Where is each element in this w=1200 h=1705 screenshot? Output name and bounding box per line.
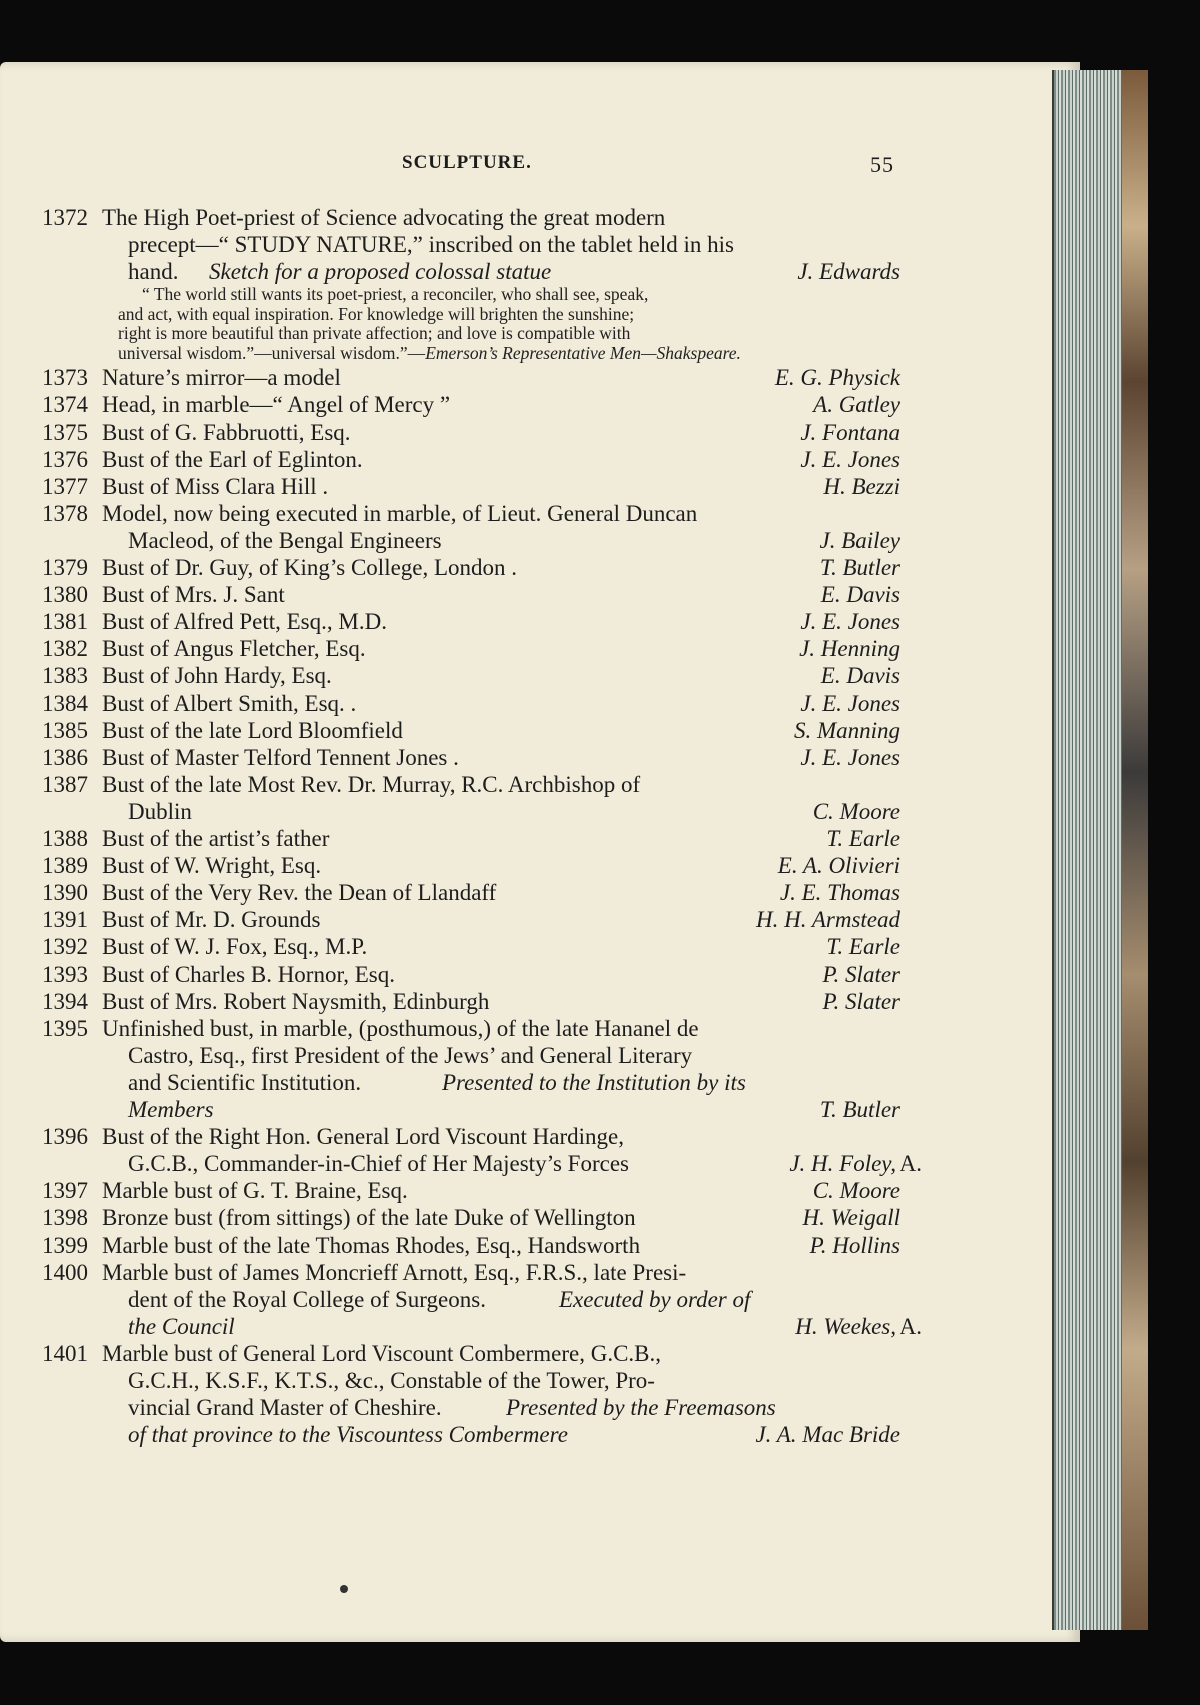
entry-text: Bust of the Earl of Eglinton.: [102, 446, 363, 472]
artist-name: J. E. Jones: [800, 609, 900, 635]
entry-number: 1373: [42, 365, 88, 391]
entry-number: 1377: [42, 473, 88, 499]
entry-line: [0, 555, 1000, 583]
entry-text: Bust of the late Most Rev. Dr. Murray, R.C. Archbishop of: [102, 771, 641, 797]
entry-line: [0, 799, 1000, 827]
entry-text: Bust of Master Telford Tennent Jones .: [102, 744, 459, 770]
entry-number: 1372: [42, 205, 88, 230]
entry-note: Sketch for a proposed colossal statue: [209, 259, 552, 285]
entry-line: [0, 1395, 1000, 1423]
entry-line: [0, 1043, 1000, 1071]
ink-dot: [340, 1585, 348, 1593]
entry-number: 1385: [42, 717, 88, 743]
artist-name: C. Moore: [812, 1178, 900, 1204]
quote-line: right is more beautiful than private affection; and love is compatible with: [118, 323, 631, 344]
entry-text: Marble bust of G. T. Braine, Esq.: [102, 1178, 408, 1204]
entry-number: 1383: [42, 663, 88, 689]
artist-name: C. Moore: [812, 798, 900, 824]
artist-name: J. H. Foley,: [789, 1151, 896, 1177]
entry-number: 1392: [42, 934, 88, 960]
artist-name: T. Butler: [819, 1097, 900, 1122]
entry-line: [0, 501, 1000, 529]
entry-text: Dublin: [128, 798, 192, 824]
marbled-edge: [1122, 70, 1148, 1630]
artist-name: J. A. Mac Bride: [755, 1422, 900, 1448]
entry-text: Bust of the Very Rev. the Dean of Llandaff: [102, 880, 497, 906]
entry-line: [0, 691, 1000, 719]
entry-number: 1375: [42, 419, 88, 445]
entry-note: Executed by order of: [559, 1286, 751, 1312]
entry-text: Unfinished bust, in marble, (posthumous,) of the late Hananel de: [102, 1015, 699, 1041]
entry-line: [0, 528, 1000, 556]
entry-number: 1398: [42, 1205, 88, 1231]
page-number: 55: [870, 152, 894, 177]
entry-text: vincial Grand Master of Cheshire.: [128, 1395, 442, 1421]
entry-line: [0, 1151, 1000, 1179]
artist-name: J. Edwards: [797, 259, 900, 285]
entry-text: Bust of the artist’s father: [102, 826, 330, 851]
entry-line: [0, 1205, 1000, 1233]
entry-text: Bust of W. Wright, Esq.: [102, 853, 322, 879]
entry-text: and Scientific Institution.: [128, 1069, 362, 1095]
quote-line: universal wisdom.”—universal wisdom.”—Emerson’s Representative Men—Shakspeare.: [118, 342, 741, 363]
entry-text: Bust of Dr. Guy, of King’s College, London .: [102, 555, 518, 580]
artist-name: P. Slater: [822, 988, 900, 1014]
entry-number: 1394: [42, 988, 88, 1014]
entry-line: [0, 745, 1000, 773]
artist-name: E. Davis: [820, 663, 900, 689]
entry-number: 1374: [42, 392, 88, 418]
entry-number: 1380: [42, 582, 88, 608]
entry-line: [0, 609, 1000, 637]
entry-line: [0, 474, 1000, 502]
artist-name: A. Gatley: [813, 392, 900, 418]
entry-note: Presented to the Institution by its: [442, 1069, 746, 1095]
entry-line: [0, 636, 1000, 664]
entry-line: [0, 1368, 1000, 1396]
entry-line: [0, 420, 1000, 448]
entry-number: 1399: [42, 1232, 88, 1258]
entry-line: [0, 232, 1000, 260]
artist-suffix: A.: [899, 1151, 922, 1177]
artist-name: J. E. Thomas: [779, 880, 900, 906]
entry-text: hand.: [128, 259, 179, 285]
entry-text: G.C.H., K.S.F., K.T.S., &c., Constable of the Tower, Pro-: [128, 1368, 655, 1393]
entry-text: Bust of the Right Hon. General Lord Viscount Hardinge,: [102, 1124, 624, 1150]
entry-number: 1389: [42, 853, 88, 879]
quote-source: Emerson’s Representative Men—Shakspeare.: [425, 342, 741, 363]
entry-text: Bust of the late Lord Bloomfield: [102, 717, 403, 743]
artist-suffix: A.: [899, 1313, 922, 1339]
entry-number: 1396: [42, 1124, 88, 1150]
entry-number: 1376: [42, 446, 88, 472]
entry-number: 1378: [42, 500, 88, 526]
entry-line: [0, 1287, 1000, 1315]
entry-text: Bust of Albert Smith, Esq. .: [102, 690, 357, 716]
entry-line: [0, 663, 1000, 691]
entry-text: Marble bust of the late Thomas Rhodes, Esq., Handsworth: [102, 1232, 641, 1258]
entry-text: Head, in marble—“ Angel of Mercy ”: [102, 392, 451, 418]
entry-line: [0, 259, 1000, 287]
quote-line: “ The world still wants its poet-priest, a reconciler, who shall see, speak,: [142, 284, 649, 305]
artist-name: E. A. Olivieri: [777, 853, 900, 879]
entry-text: Marble bust of James Moncrieff Arnott, Esq., F.R.S., late Presi-: [102, 1259, 687, 1285]
entry-text: Bust of G. Fabbruotti, Esq.: [102, 419, 351, 445]
entry-text: precept—“ STUDY NATURE,” inscribed on the tablet held in his: [128, 232, 734, 258]
entry-text: Bust of Alfred Pett, Esq., M.D.: [102, 609, 387, 635]
entry-number: 1401: [42, 1340, 88, 1366]
artist-name: S. Manning: [793, 717, 900, 743]
entry-text: Nature’s mirror—a model: [102, 365, 341, 391]
entry-text: Bronze bust (from sittings) of the late Duke of Wellington: [102, 1205, 636, 1231]
artist-name: H. Weekes,: [795, 1313, 896, 1339]
entry-line: [0, 1070, 1000, 1098]
artist-name: P. Hollins: [809, 1232, 900, 1258]
artist-name: J. Henning: [799, 636, 900, 662]
entry-line: [0, 880, 1000, 908]
entry-number: 1390: [42, 880, 88, 906]
entry-line: [0, 582, 1000, 610]
entry-number: 1387: [42, 771, 88, 797]
entry-line: [0, 1097, 1000, 1125]
entry-number: 1379: [42, 555, 88, 580]
entry-text: Macleod, of the Bengal Engineers: [128, 527, 442, 553]
entry-text: dent of the Royal College of Surgeons.: [128, 1286, 486, 1312]
entry-line: [0, 826, 1000, 854]
entry-note-cont: of that province to the Viscountess Combermere: [128, 1422, 568, 1448]
artist-name: H. Weigall: [802, 1205, 900, 1231]
artist-name: P. Slater: [822, 961, 900, 987]
entry-line: [0, 1260, 1000, 1288]
entry-line: [0, 1422, 1000, 1450]
quote-line: and act, with equal inspiration. For knowledge will brighten the sunshine;: [118, 303, 635, 324]
entry-text: Marble bust of General Lord Viscount Combermere, G.C.B.,: [102, 1340, 662, 1366]
artist-name: J. E. Jones: [800, 446, 900, 472]
artist-name: T. Earle: [826, 934, 900, 960]
entry-text: Bust of John Hardy, Esq.: [102, 663, 332, 689]
entry-number: 1393: [42, 961, 88, 987]
entry-text: Bust of Mr. D. Grounds: [102, 907, 321, 933]
entry-text: Bust of Angus Fletcher, Esq.: [102, 636, 366, 662]
entry-line: [0, 392, 1000, 420]
entry-text: The High Poet-priest of Science advocating the great modern: [102, 205, 666, 230]
artist-name: E. G. Physick: [774, 365, 900, 391]
entry-note: Presented by the Freemasons: [506, 1395, 776, 1421]
artist-name: T. Butler: [819, 555, 900, 580]
artist-name: J. Bailey: [819, 527, 900, 553]
entry-note-cont: the Council: [128, 1313, 235, 1339]
entry-line: [0, 1341, 1000, 1369]
entry-line: [0, 365, 1000, 393]
entry-line: [0, 205, 1000, 233]
entry-line: [0, 1314, 1000, 1342]
entry-number: 1388: [42, 826, 88, 851]
entry-line: [0, 772, 1000, 800]
entry-note-cont: Members: [128, 1097, 214, 1122]
entry-text: Bust of Mrs. Robert Naysmith, Edinburgh: [102, 988, 490, 1014]
artist-name: H. H. Armstead: [756, 907, 900, 933]
entry-text: Castro, Esq., first President of the Jews’ and General Literary: [128, 1042, 693, 1068]
entry-line: [0, 1016, 1000, 1044]
artist-name: H. Bezzi: [823, 473, 900, 499]
entry-text: Bust of W. J. Fox, Esq., M.P.: [102, 934, 368, 960]
entry-number: 1384: [42, 690, 88, 716]
entry-text: Bust of Charles B. Hornor, Esq.: [102, 961, 395, 987]
entry-number: 1386: [42, 744, 88, 770]
entry-line: [0, 718, 1000, 746]
entry-line: [0, 447, 1000, 475]
artist-name: J. Fontana: [800, 419, 900, 445]
entry-line: [0, 853, 1000, 881]
entry-line: [0, 934, 1000, 962]
entry-number: 1382: [42, 636, 88, 662]
entry-text: Bust of Miss Clara Hill .: [102, 473, 329, 499]
entry-number: 1397: [42, 1178, 88, 1204]
entry-line: [0, 989, 1000, 1017]
artist-name: J. E. Jones: [800, 690, 900, 716]
entry-number: 1391: [42, 907, 88, 933]
entry-number: 1400: [42, 1259, 88, 1285]
entry-number: 1395: [42, 1015, 88, 1041]
entry-line: [0, 907, 1000, 935]
entry-line: [0, 962, 1000, 990]
entry-line: [0, 1178, 1000, 1206]
artist-name: E. Davis: [820, 582, 900, 608]
entry-number: 1381: [42, 609, 88, 635]
artist-name: T. Earle: [826, 826, 900, 851]
entry-line: [0, 1124, 1000, 1152]
entry-text: Bust of Mrs. J. Sant: [102, 582, 285, 608]
artist-name: J. E. Jones: [800, 744, 900, 770]
entry-text: G.C.B., Commander-in-Chief of Her Majesty’s Forces: [128, 1151, 629, 1177]
running-title: SCULPTURE.: [402, 152, 532, 173]
entry-line: [0, 1233, 1000, 1261]
entry-text: Model, now being executed in marble, of Lieut. General Duncan: [102, 500, 698, 526]
